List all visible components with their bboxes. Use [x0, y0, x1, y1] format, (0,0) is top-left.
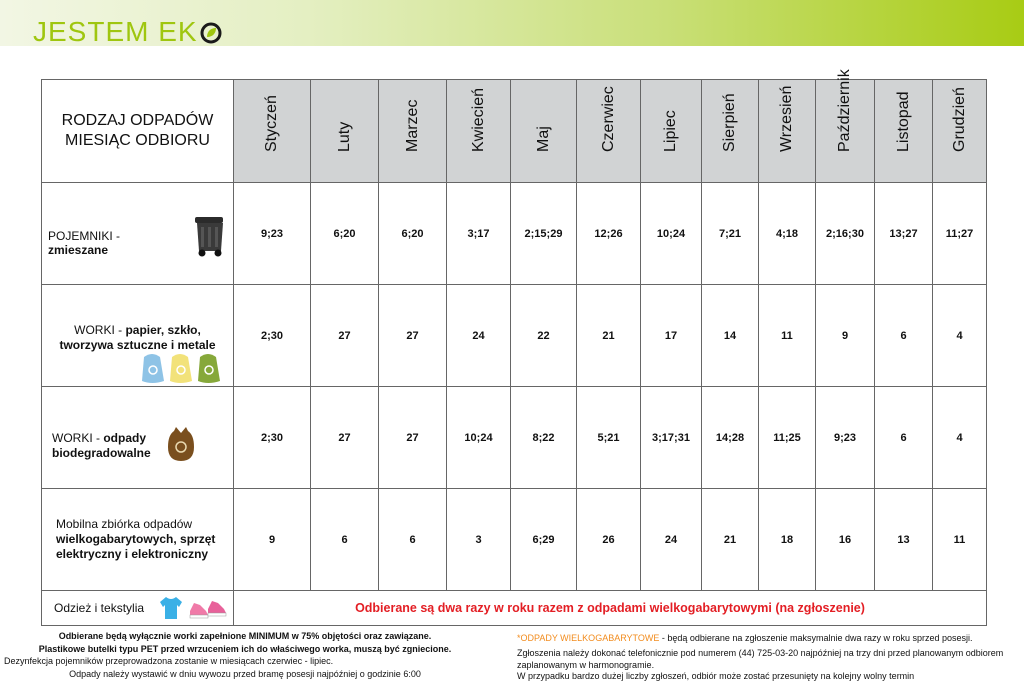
month-header — [234, 80, 311, 183]
pickup-date-cell: 27 — [311, 285, 379, 387]
pickup-date-cell: 18 — [759, 489, 816, 591]
brand-text: JESTEM EK — [33, 16, 198, 47]
pickup-date-cell: 2;16;30 — [816, 183, 875, 285]
category-label-bold: zmieszane — [48, 243, 109, 257]
pickup-date-cell: 13 — [875, 489, 933, 591]
month-header — [577, 80, 641, 183]
pickup-date-cell: 5;21 — [577, 387, 641, 489]
category-cell — [42, 285, 234, 387]
footer-note: Odpady należy wystawić w dniu wywozu przed bramę posesji najpóźniej o godzinie 6:00 — [69, 668, 421, 679]
footer-note: Dezynfekcja pojemników przeprowadzona zostanie w miesiącach czerwiec - lipiec. — [4, 656, 334, 667]
category-label-bold: wielkogabarytowych, sprzęt elektryczny i elektroniczny — [56, 532, 216, 561]
month-label: Sierpień — [721, 93, 738, 152]
month-label: Grudzień — [950, 87, 968, 152]
pickup-date-cell: 22 — [511, 285, 577, 387]
pickup-date-cell: 2;30 — [234, 387, 311, 489]
pickup-date-cell: 14;28 — [702, 387, 759, 489]
category-label: Mobilna zbiórka odpadów — [56, 517, 193, 531]
pickup-date-cell: 10;24 — [447, 387, 511, 489]
pickup-date-cell: 17 — [641, 285, 702, 387]
pickup-date-cell: 3 — [447, 489, 511, 591]
pickup-date-cell: 7;21 — [702, 183, 759, 285]
month-header — [379, 80, 447, 183]
pickup-date-cell: 11 — [759, 285, 816, 387]
pickup-date-cell: 16 — [816, 489, 875, 591]
pickup-date-cell: 6 — [379, 489, 447, 591]
pickup-date-cell: 26 — [577, 489, 641, 591]
month-label: Wrzesień — [778, 85, 795, 152]
schedule-table — [41, 69, 987, 626]
category-label: Odzież i tekstylia — [54, 601, 145, 615]
category-label: WORKI - — [74, 323, 126, 337]
bulky-waste-heading: *ODPADY WIELKOGABARYTOWE — [517, 633, 660, 643]
header-line1: RODZAJ ODPADÓW — [61, 112, 214, 129]
pickup-date-cell: 12;26 — [577, 183, 641, 285]
table-row — [42, 183, 987, 285]
pickup-date-cell: 3;17;31 — [641, 387, 702, 489]
pickup-date-cell: 10;24 — [641, 183, 702, 285]
pickup-date-cell: 9;23 — [234, 183, 311, 285]
pickup-date-cell: 27 — [379, 285, 447, 387]
category-cell — [42, 183, 234, 285]
pickup-date-cell: 9 — [234, 489, 311, 591]
brand-logo — [33, 17, 222, 47]
month-label: Styczeń — [263, 95, 280, 152]
month-label: Kwiecień — [469, 87, 487, 152]
category-cell — [42, 591, 234, 626]
month-label: Październik — [836, 69, 853, 152]
pickup-date-cell: 24 — [641, 489, 702, 591]
month-header — [511, 80, 577, 183]
footer-note: Plastikowe butelki typu PET przed wrzuceniem ich do właściwego worka, muszą być zgniecione. — [38, 643, 452, 654]
table-row — [42, 591, 987, 626]
month-header — [311, 80, 379, 183]
month-label: Listopad — [894, 91, 912, 152]
pickup-date-cell: 11 — [933, 489, 987, 591]
footer-note-text: - będą odbierane na zgłoszenie maksymalnie dwa razy w roku sprzed posesji. — [659, 633, 973, 643]
pickup-date-cell: 21 — [577, 285, 641, 387]
month-label: Lipiec — [662, 110, 679, 152]
pickup-date-cell: 8;22 — [511, 387, 577, 489]
sneakers-icon — [188, 597, 228, 621]
month-label: Marzec — [403, 99, 421, 152]
month-header — [816, 69, 875, 183]
table-corner-header — [42, 80, 234, 183]
pickup-date-cell: 6;20 — [379, 183, 447, 285]
month-header — [702, 80, 759, 183]
category-label-bold: papier, szkło, tworzywa sztuczne i metale — [59, 323, 216, 352]
leaf-o-icon — [200, 22, 222, 44]
category-label: WORKI - — [52, 431, 104, 445]
category-label-bold: odpady biodegradowalne — [52, 431, 151, 460]
pickup-date-cell: 24 — [447, 285, 511, 387]
pickup-date-cell: 6 — [875, 387, 933, 489]
pickup-date-cell: 6 — [311, 489, 379, 591]
month-header — [447, 80, 511, 183]
month-label: Luty — [335, 121, 353, 152]
pickup-date-cell: 14 — [702, 285, 759, 387]
month-label: Czerwiec — [599, 86, 617, 152]
pickup-date-cell: 3;17 — [447, 183, 511, 285]
pickup-date-cell: 2;15;29 — [511, 183, 577, 285]
month-header — [875, 80, 933, 183]
pickup-date-cell: 6;29 — [511, 489, 577, 591]
pickup-date-cell: 21 — [702, 489, 759, 591]
pickup-date-cell: 4 — [933, 387, 987, 489]
pickup-date-cell: 11;25 — [759, 387, 816, 489]
pickup-date-cell: 9;23 — [816, 387, 875, 489]
table-row — [42, 285, 987, 387]
category-cell — [42, 387, 234, 489]
footer-note — [517, 633, 1017, 644]
footer-note: W przypadku bardzo dużej liczby zgłoszeń, odbiór może zostać przesunięty na kolejny wolny termin — [517, 671, 915, 682]
table-row — [42, 489, 987, 591]
table-row — [42, 387, 987, 489]
recycle-bags-icon — [140, 349, 226, 385]
tshirt-icon — [158, 595, 184, 621]
footer-notes-right — [517, 633, 1017, 683]
pickup-date-cell: 27 — [379, 387, 447, 489]
pickup-date-cell: 27 — [311, 387, 379, 489]
month-header — [759, 80, 816, 183]
pickup-date-cell: 6 — [875, 285, 933, 387]
header-line2: MIESIĄC ODBIORU — [65, 132, 210, 149]
footer-notes-left — [0, 630, 490, 680]
pickup-date-cell: 9 — [816, 285, 875, 387]
textile-note: Odbierane są dwa razy w roku razem z odpadami wielkogabarytowymi (na zgłoszenie) — [234, 591, 987, 626]
pickup-date-cell: 2;30 — [234, 285, 311, 387]
footer-note: Zgłoszenia należy dokonać telefonicznie pod numerem (44) 725-03-20 najpóźniej na trzy dni przed planowanym odbiorem zaplanowanym w harmonogramie. — [517, 648, 1004, 670]
footer-note: Odbierane będą wyłącznie worki zapełnione MINIMUM w 75% objętości oraz zawiązane. — [58, 631, 432, 641]
pickup-date-cell: 11;27 — [933, 183, 987, 285]
category-cell — [42, 489, 234, 591]
bio-bag-icon — [166, 425, 196, 463]
category-label: POJEMNIKI - — [48, 229, 121, 243]
pickup-date-cell: 6;20 — [311, 183, 379, 285]
month-header — [641, 80, 702, 183]
pickup-date-cell: 4;18 — [759, 183, 816, 285]
trash-bin-icon — [193, 213, 227, 257]
pickup-date-cell: 4 — [933, 285, 987, 387]
month-header — [933, 80, 987, 183]
month-label: Maj — [534, 126, 552, 152]
pickup-date-cell: 13;27 — [875, 183, 933, 285]
